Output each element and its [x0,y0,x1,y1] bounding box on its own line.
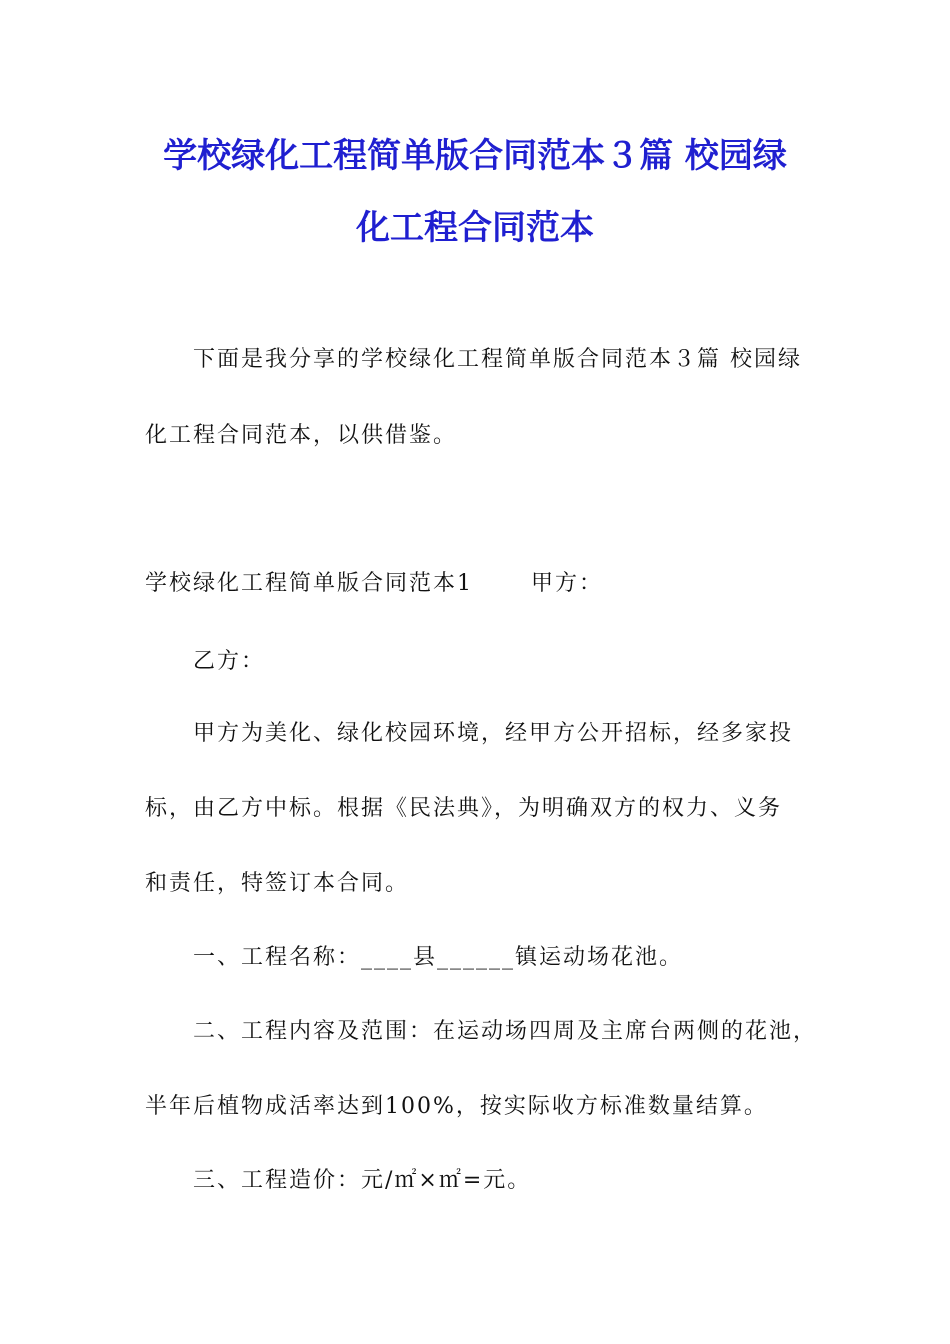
intro-line-2: 化工程合同范本，以供借鉴。 [145,423,458,448]
clause-3-project-cost: 三、工程造价：元/㎡×㎡=元。 [193,1168,532,1193]
clause-1-project-name: 一、工程名称：____县______镇运动场花池。 [193,945,684,970]
document-title-line-2: 化工程合同范本 [356,208,594,248]
clause-2-line-1: 二、工程内容及范围：在运动场四周及主席台两侧的花池， [193,1019,818,1044]
paragraph-1-line-1: 甲方为美化、绿化校园环境，经甲方公开招标，经多家投 [193,721,794,746]
paragraph-1-line-2: 标，由乙方中标。根据《民法典》，为明确双方的权力、义务 [145,796,783,821]
party-b-label: 乙方： [193,649,266,674]
party-a-label: 甲方： [531,571,604,596]
document-title-line-1: 学校绿化工程简单版合同范本３篇 校园绿 [163,136,787,176]
contract-1-title: 学校绿化工程简单版合同范本1 [145,571,473,596]
section-heading [145,569,603,599]
intro-line-1: 下面是我分享的学校绿化工程简单版合同范本３篇 校园绿 [193,347,802,372]
clause-2-line-2: 半年后植物成活率达到100%，按实际收方标准数量结算。 [145,1094,768,1119]
paragraph-1-line-3: 和责任，特签订本合同。 [145,871,410,896]
